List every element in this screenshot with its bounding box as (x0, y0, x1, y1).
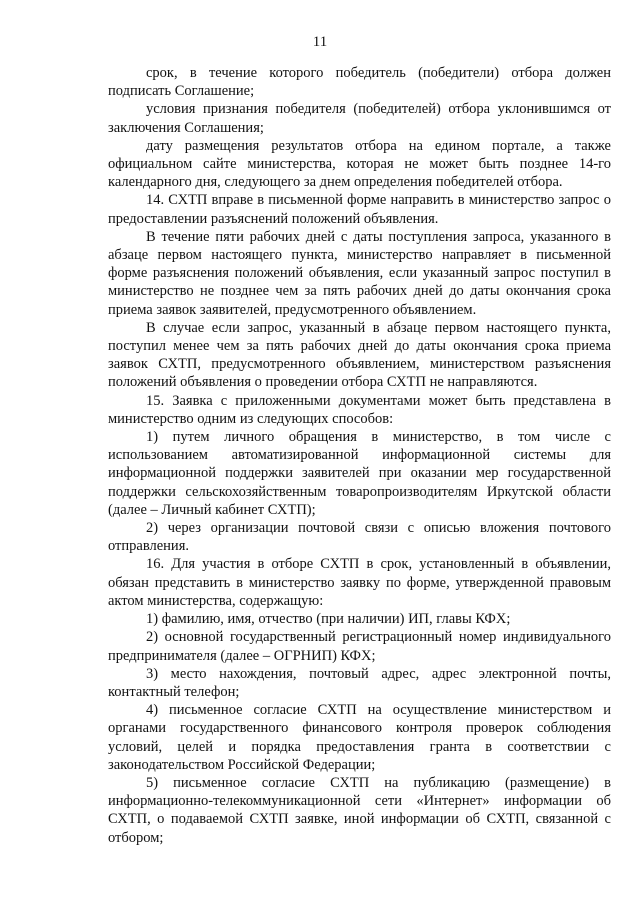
document-body (108, 64, 611, 847)
list-item-personal-submission: 1) путем личного обращения в министерство, в том числе с использованием автоматизированной информационной системы для информационной поддержки заявителей при оказании мер государственной поддержки сельскохозяйственным товаропроизводителям Иркутской области (далее – Личный кабинет СХТП); (108, 429, 611, 518)
list-item-contact-details: 3) место нахождения, почтовый адрес, адрес электронной почты, контактный телефон; (108, 665, 611, 700)
paragraph-evasion-conditions: условия признания победителя (победителей) отбора уклонившимся от заключения Соглашения; (108, 101, 611, 136)
list-item-publication-consent: 5) письменное согласие СХТП на публикацию (размещение) в информационно-телекоммуникационной сети «Интернет» информации об СХТП, о подаваемой СХТП заявке, иной информации об СХТП, связанной с отбором; (108, 774, 611, 846)
paragraph-results-publication-date: дату размещения результатов отбора на едином портале, а также официальном сайте министерства, которая не может быть позднее 14-го календарного дня, следующего за днем определения победителей отбора. (108, 137, 611, 191)
paragraph-item-15: 15. Заявка с приложенными документами может быть представлена в министерство одним из следующих способов: (108, 392, 611, 427)
paragraph-deadline-sign-agreement: срок, в течение которого победитель (победители) отбора должен подписать Соглашение; (108, 65, 611, 100)
paragraph-item-16: 16. Для участия в отборе СХТП в срок, установленный в объявлении, обязан представить в министерство заявку по форме, утвержденной правовым актом министерства, содержащую: (108, 556, 611, 609)
list-item-postal-submission: 2) через организации почтовой связи с описью вложения почтового отправления. (108, 520, 611, 555)
page-number: 11 (312, 34, 328, 50)
list-item-audit-consent: 4) письменное согласие СХТП на осуществление министерством и органами государственного финансового контроля проверок соблюдения условий, целей и порядка предоставления гранта в соответствии с законодательством Российской Федерации; (108, 702, 611, 773)
paragraph-clarification-timeline: В течение пяти рабочих дней с даты поступления запроса, указанного в абзаце первом настоящего пункта, министерство направляет в письменной форме разъяснения положений объявления, если указанный запрос поступил в министерство не позднее чем за пять рабочих дней до даты окончания срока приема заявок заявителей, предусмотренного объявлением. (108, 228, 611, 318)
paragraph-late-request: В случае если запрос, указанный в абзаце первом настоящего пункта, поступил менее чем за пять рабочих дней до даты окончания срока приема заявок СХТП, предусмотренного объявлением, министерством разъяснения положений объявления о проведении отбора СХТП не направляются. (108, 319, 611, 391)
paragraph-item-14: 14. СХТП вправе в письменной форме направить в министерство запрос о предоставлении разъяснений положений объявления. (108, 192, 611, 227)
list-item-full-name: 1) фамилию, имя, отчество (при наличии) ИП, главы КФХ; (146, 611, 511, 628)
list-item-ogrnip: 2) основной государственный регистрационный номер индивидуального предпринимателя (далее – ОГРНИП) КФХ; (108, 629, 611, 664)
